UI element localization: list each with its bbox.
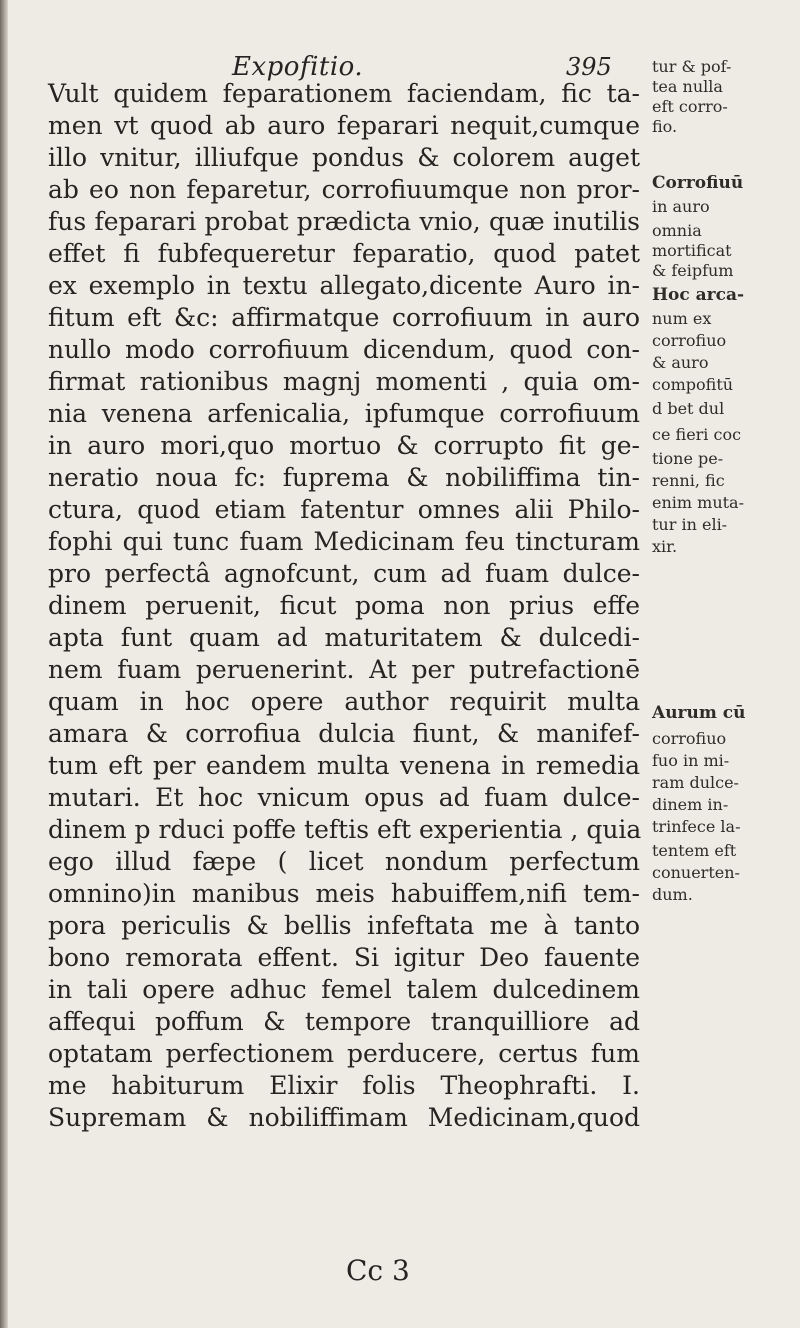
margin-note-line: Corrofiuū xyxy=(652,173,744,193)
running-title: Expofitio. xyxy=(232,52,364,82)
text-line: fus feparari probat prædicta vnio, quæ inutilis xyxy=(48,207,640,236)
margin-note-line: tentem eft xyxy=(652,841,737,860)
text-line: fophi qui tunc fuam Medicinam feu tincturam xyxy=(48,527,640,556)
text-line: ego illud fæpe ( licet nondum perfectum xyxy=(48,847,640,876)
text-line: ab eo non feparetur, corrofiuumque non pror- xyxy=(48,175,640,204)
text-line: tum eft per eandem multa venena in remedia xyxy=(48,751,640,780)
text-line: dinem peruenit, ficut poma non prius effe xyxy=(48,591,640,620)
signature-mark: Cc 3 xyxy=(346,1254,410,1287)
text-line: in tali opere adhuc femel talem dulcedinem xyxy=(48,975,640,1004)
margin-note-line: enim muta- xyxy=(652,493,744,512)
margin-note-line: renni, fic xyxy=(652,471,725,490)
page-gutter-shadow xyxy=(0,0,8,1328)
text-line: me habiturum Elixir folis Theophrafti. I. xyxy=(48,1071,640,1100)
margin-note-line: Aurum cū xyxy=(652,703,746,723)
text-line: men vt quod ab auro feparari nequit,cumque xyxy=(48,111,640,140)
text-line: pora periculis & bellis infeftata me à tanto xyxy=(48,911,640,940)
margin-note-line: fio. xyxy=(652,117,678,136)
text-line: affequi poffum & tempore tranquilliore ad xyxy=(48,1007,640,1036)
text-line: optatam perfectionem perducere, certus fum xyxy=(48,1039,640,1068)
margin-note-line: & feipfum xyxy=(652,261,734,280)
text-line: Supremam & nobiliffimam Medicinam,quod xyxy=(48,1103,640,1132)
margin-note-line: in auro xyxy=(652,197,710,216)
text-line: illo vnitur, illiufque pondus & colorem auget xyxy=(48,143,640,172)
text-line: bono remorata effent. Si igitur Deo fauente xyxy=(48,943,640,972)
text-line: effet fi fubfequeretur feparatio, quod patet xyxy=(48,239,640,268)
margin-note-line: & auro xyxy=(652,353,709,372)
text-line: Vult quidem feparationem faciendam, fic ta- xyxy=(48,79,640,108)
text-line: amara & corrofiua dulcia fiunt, & manifef- xyxy=(48,719,640,748)
text-line: pro perfectâ agnofcunt, cum ad fuam dulce- xyxy=(48,559,640,588)
margin-note-line: compofitū xyxy=(652,375,734,394)
text-line: nullo modo corrofiuum dicendum, quod con- xyxy=(48,335,640,364)
text-line: dinem p rduci poffe teftis eft experientia , quia xyxy=(48,815,642,844)
margin-note-line: ce fieri coc xyxy=(652,425,742,444)
margin-note-line: tea nulla xyxy=(652,77,723,96)
text-line: ex exemplo in textu allegato,dicente Auro in- xyxy=(48,271,640,300)
text-line: in auro mori,quo mortuo & corrupto fit ge- xyxy=(48,431,640,460)
margin-note-line: tione pe- xyxy=(652,449,724,468)
margin-note-line: eft corro- xyxy=(652,97,728,116)
text-line: quam in hoc opere author requirit multa xyxy=(48,687,640,716)
margin-note-line: ram dulce- xyxy=(652,773,739,792)
margin-note-line: fuo in mi- xyxy=(652,751,730,770)
page-number: 395 xyxy=(566,53,612,81)
text-line: firmat rationibus magnj momenti , quia om- xyxy=(48,367,640,396)
text-line: apta funt quam ad maturitatem & dulcedi- xyxy=(48,623,640,652)
margin-note-line: dum. xyxy=(652,885,693,904)
text-line: ctura, quod etiam fatentur omnes alii Philo- xyxy=(48,495,640,524)
margin-note-line: d bet dul xyxy=(652,399,725,418)
margin-note-line: mortificat xyxy=(652,241,732,260)
margin-note-line: trinfece la- xyxy=(652,817,741,836)
text-line: omnino)in manibus meis habuiffem,nifi tem- xyxy=(48,879,640,908)
text-line: mutari. Et hoc vnicum opus ad fuam dulce- xyxy=(48,783,640,812)
margin-note-line: xir. xyxy=(652,537,678,556)
margin-note-line: tur & pof- xyxy=(652,57,732,76)
text-line: nem fuam peruenerint. At per putrefactionē xyxy=(48,655,640,684)
text-line: neratio noua fc: fuprema & nobiliffima tin- xyxy=(48,463,640,492)
margin-note-line: conuerten- xyxy=(652,863,740,882)
margin-note-line: corrofiuo xyxy=(652,729,727,748)
margin-note-line: tur in eli- xyxy=(652,515,728,534)
margin-note-line: omnia xyxy=(652,221,702,240)
margin-note-line: corrofiuo xyxy=(652,331,727,350)
margin-note-line: dinem in- xyxy=(652,795,729,814)
margin-note-line: num ex xyxy=(652,309,712,328)
margin-note-line: Hoc arca- xyxy=(652,285,745,305)
text-line: fitum eft &c: affirmatque corrofiuum in auro xyxy=(48,303,640,332)
text-line: nia venena arfenicalia, ipfumque corrofiuum xyxy=(48,399,640,428)
